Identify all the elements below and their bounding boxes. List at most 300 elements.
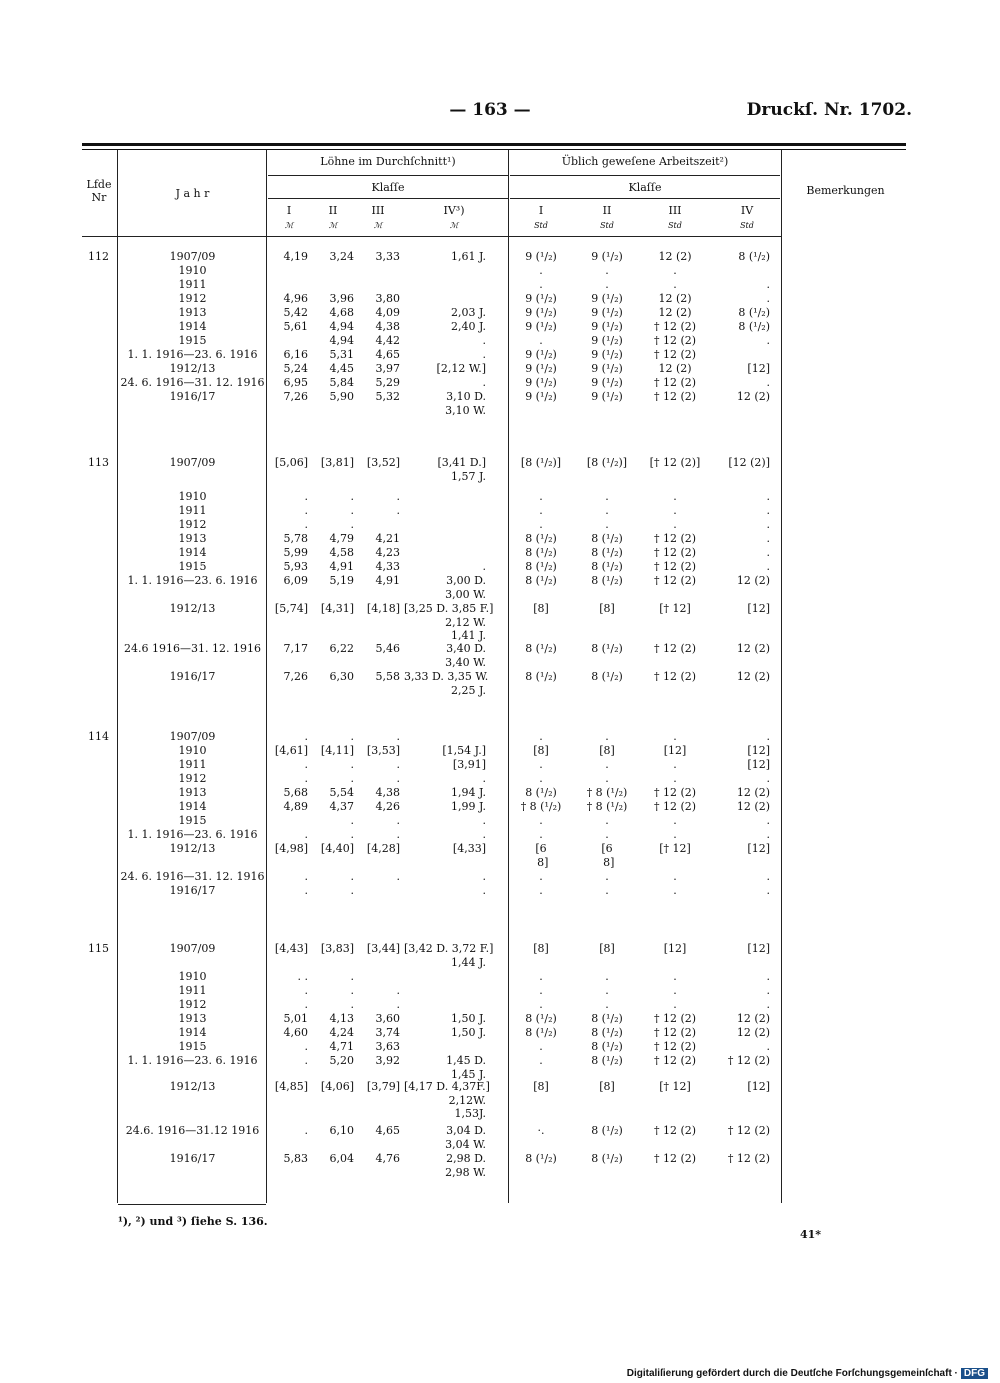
row-year: 1914	[178, 546, 207, 559]
row-year: 1. 1. 1916—23. 6. 1916	[127, 828, 258, 841]
cell-w2: 4,79	[329, 532, 354, 545]
cell-w1: [5,06]	[274, 456, 308, 469]
cell-w2: [4,06]	[320, 1080, 354, 1093]
cell-w2: 5,20	[329, 1054, 354, 1067]
cell-w2: 3,24	[329, 250, 354, 263]
cell-h3: [† 12]	[659, 1080, 691, 1093]
cell-h1: .	[539, 884, 543, 897]
cell-h1: 9 (¹/₂)	[525, 390, 557, 403]
cell-w3: .	[396, 828, 400, 841]
cell-h4: 12 (2)	[736, 786, 770, 799]
cell-h1: .	[539, 758, 543, 771]
col-header-remarks: Bemerkungen	[806, 184, 885, 197]
cell-h1: .	[539, 1040, 543, 1053]
cell-h1: .	[539, 772, 543, 785]
hour-class-2-label: II	[602, 204, 612, 217]
cell-w4: [3,91]	[452, 758, 486, 771]
col-header-jahr: J a h r	[175, 187, 210, 200]
cell-w4: 1,94 J.	[450, 786, 486, 799]
cell-w3: 4,65	[375, 348, 400, 361]
cell-w2: 4,68	[329, 306, 354, 319]
cell-h4: [12]	[747, 362, 770, 375]
cell-w4: .	[482, 334, 486, 347]
cell-w1: .	[304, 1040, 308, 1053]
col-header-wages-klasse: Klaſſe	[371, 181, 405, 194]
cell-h1: 9 (¹/₂)	[525, 320, 557, 333]
hour-class-3-label: III	[668, 204, 682, 217]
col-divider-jahr	[266, 150, 267, 1203]
cell-w4: .	[482, 870, 486, 883]
cell-h2: 8 (¹/₂)	[591, 1026, 623, 1039]
cell-h2: 9 (¹/₂)	[591, 306, 623, 319]
cell-w3: [3,52]	[366, 456, 400, 469]
cell-h3: .	[673, 884, 677, 897]
cell-h4: † 12 (2)	[727, 1054, 770, 1067]
cell-w1: 7,17	[283, 642, 308, 655]
cell-h1: 8 (¹/₂)	[525, 532, 557, 545]
cell-w3: .	[396, 758, 400, 771]
cell-w1: 5,61	[283, 320, 308, 333]
cell-w2: .	[350, 758, 354, 771]
row-year: 24. 6. 1916—31. 12. 1916	[120, 870, 265, 883]
cell-h2: .	[605, 828, 609, 841]
cell-w1: 5,93	[283, 560, 308, 573]
cell-h3: † 12 (2)	[653, 334, 697, 347]
row-year: 1910	[178, 490, 207, 503]
hour-unit-1: Std	[534, 221, 548, 230]
cell-h4: .	[766, 292, 770, 305]
cell-h4: 12 (2)	[736, 574, 770, 587]
cell-w2: .	[350, 490, 354, 503]
cell-h4: .	[766, 984, 770, 997]
cell-h3: .	[673, 758, 677, 771]
cell-h2: .	[605, 884, 609, 897]
cell-h3: 12 (2)	[658, 362, 692, 375]
cell-h3: .	[673, 998, 677, 1011]
cell-w3: 5,29	[375, 376, 400, 389]
cell-w2: 4,91	[329, 560, 354, 573]
block-number: 115	[88, 942, 109, 955]
col-header-hours-klasse: Klaſſe	[628, 181, 662, 194]
cell-h4: [12]	[747, 602, 770, 615]
cell-h1: ·.	[537, 1124, 545, 1137]
cell-w4: 1,45 D. 1,45 J.	[446, 1054, 486, 1081]
wage-unit-4: ℳ	[449, 221, 459, 230]
cell-w3: .	[396, 504, 400, 517]
row-year: 1916/17	[169, 884, 216, 897]
cell-h2: 9 (¹/₂)	[591, 334, 623, 347]
cell-w1: .	[304, 984, 308, 997]
cell-w2: 6,30	[329, 670, 354, 683]
cell-w3: 4,42	[375, 334, 400, 347]
cell-w1: .	[304, 884, 308, 897]
cell-h3: † 12 (2)	[653, 1054, 697, 1067]
cell-h1: 8 (¹/₂)	[525, 546, 557, 559]
cell-w2: 6,22	[329, 642, 354, 655]
cell-h4: [12]	[747, 942, 770, 955]
cell-w3: [3,79]	[366, 1080, 400, 1093]
cell-h3: † 12 (2)	[653, 786, 697, 799]
cell-h4: .	[766, 1040, 770, 1053]
cell-w3: [3,53]	[366, 744, 400, 757]
cell-h4: .	[766, 490, 770, 503]
cell-w1: 4,19	[283, 250, 308, 263]
header-rule-hours-group	[510, 175, 780, 176]
cell-h2: .	[605, 984, 609, 997]
cell-w4: [3,25 D. 3,85 F.] 2,12 W. 1,41 J.	[404, 602, 494, 642]
cell-w4: .	[482, 560, 486, 573]
row-year: 1914	[178, 320, 207, 333]
row-year: 1912/13	[169, 842, 216, 855]
cell-w1: [4,98]	[274, 842, 308, 855]
row-year: 24. 6. 1916—31. 12. 1916	[120, 376, 265, 389]
cell-h1: .	[539, 970, 543, 983]
cell-h1: .	[539, 504, 543, 517]
cell-w1: .	[304, 828, 308, 841]
cell-h1: 9 (¹/₂)	[525, 306, 557, 319]
cell-h1: .	[539, 998, 543, 1011]
cell-w1: 4,96	[283, 292, 308, 305]
cell-w3: .	[396, 490, 400, 503]
cell-w2: 6,10	[329, 1124, 354, 1137]
cell-w1: 6,09	[283, 574, 308, 587]
cell-h3: † 12 (2)	[653, 348, 697, 361]
cell-h2: [8]	[599, 942, 615, 955]
cell-h1: .	[539, 730, 543, 743]
cell-h3: † 12 (2)	[653, 320, 697, 333]
header-rule-hours-klasse	[510, 198, 780, 199]
cell-w4: 1,61 J.	[450, 250, 486, 263]
cell-h4: .	[766, 334, 770, 347]
cell-w1: 7,26	[283, 390, 308, 403]
hour-unit-4: Std	[740, 221, 754, 230]
cell-w1: 5,24	[283, 362, 308, 375]
cell-w3: 3,33	[375, 250, 400, 263]
cell-h2: 9 (¹/₂)	[591, 376, 623, 389]
cell-h1: [8]	[533, 942, 549, 955]
cell-w4: 2,40 J.	[450, 320, 486, 333]
cell-h2: .	[605, 504, 609, 517]
cell-w4: [2,12 W.]	[436, 362, 486, 375]
cell-h2: 9 (¹/₂)	[591, 362, 623, 375]
cell-h2: 9 (¹/₂)	[591, 390, 623, 403]
cell-h4: .	[766, 376, 770, 389]
cell-w1: .	[304, 730, 308, 743]
digitization-text: Digitaliſierung gefördert durch die Deutſche Forſchungsgemeinſchaft ·	[626, 1368, 958, 1379]
cell-w1: 7,26	[283, 670, 308, 683]
cell-h3: † 12 (2)	[653, 560, 697, 573]
cell-w4: 3,04 D. 3,04 W.	[445, 1124, 486, 1151]
cell-w4: [4,17 D. 4,37F.] 2,12W. 1,53J.	[404, 1080, 490, 1120]
cell-h3: † 12 (2)	[653, 800, 697, 813]
cell-h2: 9 (¹/₂)	[591, 348, 623, 361]
wage-unit-2: ℳ	[328, 221, 338, 230]
row-year: 1913	[178, 306, 207, 319]
row-year: 1912/13	[169, 1080, 216, 1093]
wage-class-1-label: I	[286, 204, 292, 217]
cell-h2: 8 (¹/₂)	[591, 532, 623, 545]
page-number: — 163 —	[449, 100, 531, 120]
cell-h2: [8 (¹/₂)]	[586, 456, 628, 469]
cell-h4: [12 (2)]	[728, 456, 770, 469]
cell-w4: [3,42 D. 3,72 F.] 1,44 J.	[404, 942, 494, 969]
cell-w3: [3,44]	[366, 942, 400, 955]
cell-h3: .	[673, 518, 677, 531]
cell-h4: 8 (¹/₂)	[738, 306, 770, 319]
cell-h3: .	[673, 870, 677, 883]
cell-h1: [6 8]	[535, 842, 549, 869]
row-year: 1915	[178, 334, 207, 347]
row-year: 1915	[178, 1040, 207, 1053]
cell-w1: 5,83	[283, 1152, 308, 1165]
cell-w2: .	[350, 504, 354, 517]
hour-unit-2: Std	[600, 221, 614, 230]
cell-w3: 3,97	[375, 362, 400, 375]
cell-h1: [8]	[533, 602, 549, 615]
cell-w4: .	[482, 814, 486, 827]
cell-h2: 8 (¹/₂)	[591, 1040, 623, 1053]
row-year: 1913	[178, 786, 207, 799]
cell-h2: .	[605, 730, 609, 743]
col-divider-remarks	[781, 150, 782, 1203]
wage-class-3-label: III	[371, 204, 385, 217]
footnote: ¹), ²) und ³) ſiehe S. 136.	[118, 1215, 268, 1228]
cell-h3: † 12 (2)	[653, 532, 697, 545]
top-rule-thick	[82, 143, 906, 146]
cell-h2: 8 (¹/₂)	[591, 1124, 623, 1137]
cell-h3: 12 (2)	[658, 306, 692, 319]
cell-h2: 8 (¹/₂)	[591, 1152, 623, 1165]
cell-h3: .	[673, 984, 677, 997]
cell-h4: 12 (2)	[736, 670, 770, 683]
cell-w1: . .	[297, 970, 308, 983]
cell-h4: .	[766, 884, 770, 897]
cell-h3: .	[673, 490, 677, 503]
row-year: 1912	[178, 292, 207, 305]
cell-w1: [4,85]	[274, 1080, 308, 1093]
row-year: 1911	[178, 984, 207, 997]
cell-w2: .	[350, 884, 354, 897]
row-year: 1910	[178, 970, 207, 983]
cell-w2: [3,81]	[320, 456, 354, 469]
cell-h2: .	[605, 758, 609, 771]
hour-unit-3: Std	[668, 221, 682, 230]
cell-h1: .	[539, 984, 543, 997]
row-year: 1913	[178, 1012, 207, 1025]
cell-h4: 12 (2)	[736, 1026, 770, 1039]
cell-h3: [† 12 (2)]	[649, 456, 701, 469]
cell-w1: .	[304, 1124, 308, 1137]
cell-w2: .	[350, 998, 354, 1011]
row-year: 1914	[178, 1026, 207, 1039]
cell-h3: .	[673, 730, 677, 743]
cell-h4: .	[766, 828, 770, 841]
cell-w2: 4,13	[329, 1012, 354, 1025]
cell-w1: .	[304, 772, 308, 785]
cell-h1: † 8 (¹/₂)	[520, 800, 562, 813]
cell-h4: .	[766, 518, 770, 531]
cell-h4: † 12 (2)	[727, 1152, 770, 1165]
cell-h1: [8]	[533, 1080, 549, 1093]
cell-w1: .	[304, 518, 308, 531]
block-number: 113	[88, 456, 109, 469]
cell-w3: .	[396, 984, 400, 997]
cell-h4: 12 (2)	[736, 1012, 770, 1025]
cell-h4: .	[766, 998, 770, 1011]
cell-w2: [4,11]	[320, 744, 354, 757]
cell-h2: 9 (¹/₂)	[591, 320, 623, 333]
cell-w4: 3,40 D. 3,40 W.	[445, 642, 486, 669]
cell-h3: .	[673, 772, 677, 785]
cell-w2: 4,58	[329, 546, 354, 559]
cell-w2: 4,45	[329, 362, 354, 375]
cell-h2: .	[605, 264, 609, 277]
cell-w3: 5,46	[375, 642, 400, 655]
cell-h2: .	[605, 814, 609, 827]
cell-w4: 3,33 D. 3,35 W. 2,25 J.	[404, 670, 489, 697]
row-year: 1915	[178, 560, 207, 573]
cell-h3: .	[673, 970, 677, 983]
cell-h3: † 12 (2)	[653, 670, 697, 683]
footnote-rule	[118, 1204, 266, 1205]
cell-h3: † 12 (2)	[653, 574, 697, 587]
cell-w2: [4,40]	[320, 842, 354, 855]
cell-h1: 8 (¹/₂)	[525, 642, 557, 655]
cell-w3: 4,38	[375, 320, 400, 333]
cell-w3: 3,80	[375, 292, 400, 305]
cell-h1: 9 (¹/₂)	[525, 250, 557, 263]
digitization-note	[627, 1368, 988, 1379]
cell-w4: 2,98 D. 2,98 W.	[445, 1152, 486, 1179]
cell-h4: .	[766, 546, 770, 559]
cell-w1: [5,74]	[274, 602, 308, 615]
cell-h4: .	[766, 560, 770, 573]
col-divider-wages-hours	[508, 150, 509, 1203]
cell-h2: .	[605, 772, 609, 785]
cell-h3: † 12 (2)	[653, 546, 697, 559]
cell-w2: 3,96	[329, 292, 354, 305]
cell-w3: 4,38	[375, 786, 400, 799]
cell-w4: 1,50 J.	[450, 1026, 486, 1039]
cell-h2: .	[605, 970, 609, 983]
cell-w3: 4,91	[375, 574, 400, 587]
cell-w3: 5,32	[375, 390, 400, 403]
cell-h2: 8 (¹/₂)	[591, 1054, 623, 1067]
cell-h4: [12]	[747, 758, 770, 771]
cell-w4: 3,10 D. 3,10 W.	[445, 390, 486, 417]
cell-h2: .	[605, 870, 609, 883]
cell-w3: 4,33	[375, 560, 400, 573]
page-mark: 41*	[800, 1228, 822, 1241]
row-year: 1907/09	[169, 730, 216, 743]
cell-h2: [8]	[599, 602, 615, 615]
cell-h4: † 12 (2)	[727, 1124, 770, 1137]
cell-w3: 3,63	[375, 1040, 400, 1053]
cell-h4: .	[766, 278, 770, 291]
cell-w3: [4,18]	[366, 602, 400, 615]
cell-w3: 4,76	[375, 1152, 400, 1165]
cell-w3: 5,58	[375, 670, 400, 683]
cell-w4: [1,54 J.]	[442, 744, 486, 757]
cell-h1: 8 (¹/₂)	[525, 670, 557, 683]
row-year: 1916/17	[169, 1152, 216, 1165]
cell-w3: 4,09	[375, 306, 400, 319]
cell-h1: .	[539, 490, 543, 503]
cell-h4: 8 (¹/₂)	[738, 320, 770, 333]
cell-h1: 8 (¹/₂)	[525, 1012, 557, 1025]
cell-w3: .	[396, 814, 400, 827]
row-year: 1907/09	[169, 942, 216, 955]
cell-w3: .	[396, 772, 400, 785]
cell-w3: 4,26	[375, 800, 400, 813]
row-year: 1913	[178, 532, 207, 545]
cell-w1: 6,16	[283, 348, 308, 361]
cell-w1: .	[304, 1054, 308, 1067]
cell-h3: † 12 (2)	[653, 1124, 697, 1137]
cell-h4: 12 (2)	[736, 390, 770, 403]
wage-class-2-label: II	[328, 204, 338, 217]
cell-w3: 4,23	[375, 546, 400, 559]
cell-h2: 8 (¹/₂)	[591, 560, 623, 573]
cell-h4: .	[766, 532, 770, 545]
cell-h3: † 12 (2)	[653, 1012, 697, 1025]
cell-h4: .	[766, 730, 770, 743]
cell-w4: .	[482, 376, 486, 389]
cell-h1: 8 (¹/₂)	[525, 574, 557, 587]
cell-h3: † 12 (2)	[653, 376, 697, 389]
cell-w1: [4,43]	[274, 942, 308, 955]
cell-w2: 6,04	[329, 1152, 354, 1165]
cell-w1: 5,42	[283, 306, 308, 319]
cell-h1: .	[539, 264, 543, 277]
cell-h2: 9 (¹/₂)	[591, 292, 623, 305]
cell-w2: 5,54	[329, 786, 354, 799]
cell-h2: .	[605, 518, 609, 531]
cell-h4: [12]	[747, 1080, 770, 1093]
cell-h3: .	[673, 828, 677, 841]
row-year: 1911	[178, 504, 207, 517]
cell-w1: .	[304, 504, 308, 517]
cell-h1: .	[539, 518, 543, 531]
cell-w2: [4,31]	[320, 602, 354, 615]
cell-h4: .	[766, 870, 770, 883]
cell-w1: .	[304, 490, 308, 503]
cell-w4: 1,99 J.	[450, 800, 486, 813]
cell-h2: [6 8]	[601, 842, 615, 869]
cell-h4: [12]	[747, 744, 770, 757]
cell-w2: .	[350, 970, 354, 983]
cell-h1: .	[539, 334, 543, 347]
cell-h3: 12 (2)	[658, 250, 692, 263]
cell-w3: 4,21	[375, 532, 400, 545]
cell-w2: .	[350, 772, 354, 785]
cell-h4: .	[766, 814, 770, 827]
cell-h4: 8 (¹/₂)	[738, 250, 770, 263]
cell-h4: .	[766, 504, 770, 517]
col-header-lfd-nr: Lfde Nr	[86, 178, 112, 204]
cell-w4: 2,03 J.	[450, 306, 486, 319]
cell-w3: 3,92	[375, 1054, 400, 1067]
cell-w2: .	[350, 814, 354, 827]
cell-h1: .	[539, 1054, 543, 1067]
row-year: 1912	[178, 518, 207, 531]
block-number: 112	[88, 250, 109, 263]
cell-w1: 5,68	[283, 786, 308, 799]
cell-w1: [4,61]	[274, 744, 308, 757]
cell-w4: .	[482, 828, 486, 841]
cell-w1: 6,95	[283, 376, 308, 389]
row-year: 1. 1. 1916—23. 6. 1916	[127, 574, 258, 587]
